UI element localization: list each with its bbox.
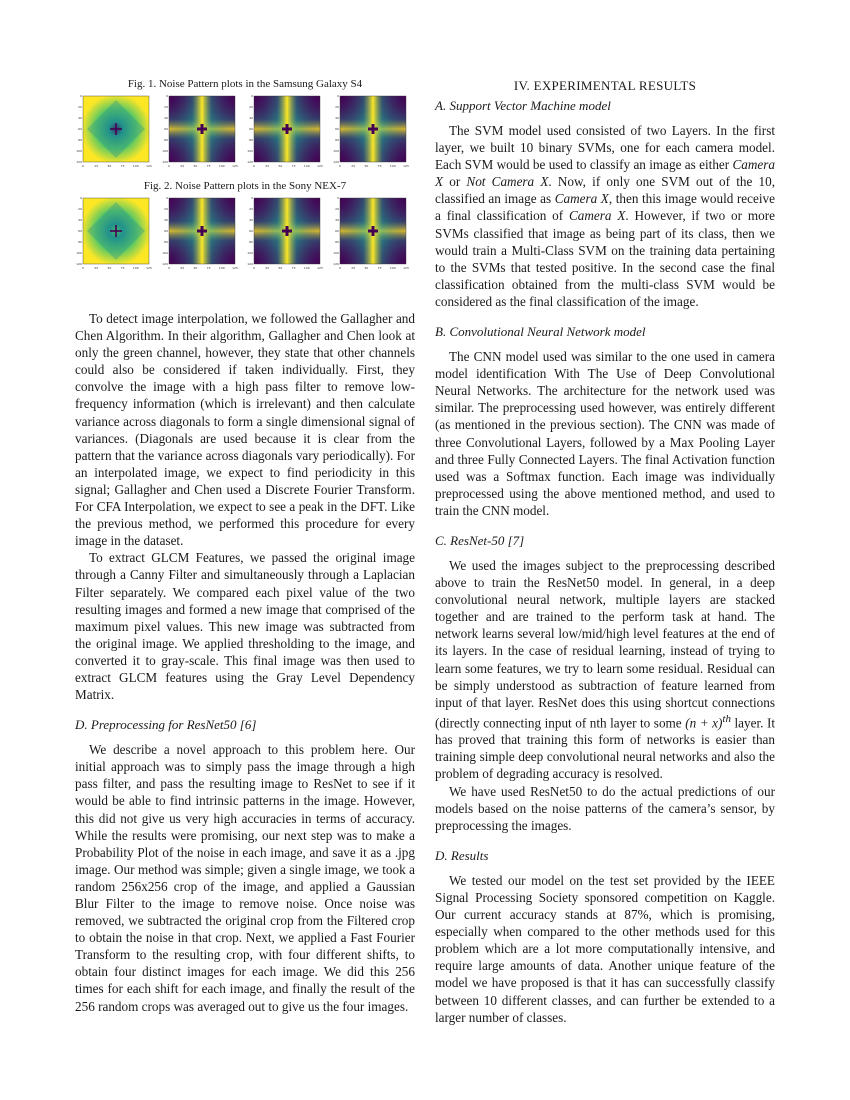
y-tick-label: 80 [78,138,82,143]
x-tick-label: 100 [304,266,310,270]
y-tick-label: 100 [333,251,339,256]
y-tick-label: 80 [249,240,254,245]
x-tick-label: 75 [206,164,211,168]
section-d-results-heading: D. Results [435,847,489,863]
figure-1-plots [75,94,415,174]
y-tick-label: 120 [161,160,168,165]
y-tick-label: 120 [76,160,82,165]
y-tick-label: 100 [76,251,82,256]
x-tick-label: 25 [351,164,356,168]
x-tick-label: 0 [339,164,341,168]
x-tick-label: 100 [218,164,225,168]
paragraph-resnet: We used the images subject to the preprocessing described above to train the ResNet50 model. In general, in a deep convolutional neural network, multiple layers are stacked together and are trained to the perform task at hand. The network learns several low/mid/high level features at the end of its layers. In the case of residual learning, instead of trying to learn some features, we try to learn some residual. Residual can be simply understood as subtraction of feature learned from input of that layer. ResNet does this using shortcut connections (directly connecting input of nth layer to some $(n + x)^{th}$ layer. It has proved that training this form of networks is easier than training simple deep convolutional neural networks and also the problem of degrading accuracy is resolved. [435,557,775,782]
x-tick-label: 75 [291,164,296,168]
fig1-noise-plot-2 [161,94,244,174]
x-tick-label: 25 [179,164,184,168]
y-tick-label: 40 [335,218,339,223]
y-tick-label: 0 [80,196,82,201]
section-d-heading: D. Preprocessing for ResNet50 [6] [75,717,257,733]
right-column [435,78,775,1026]
fig1-plot-1 [75,94,158,174]
y-tick-label: 80 [78,240,82,245]
y-tick-label: 40 [163,218,168,223]
x-tick-label: 75 [120,266,125,270]
x-tick-label: 25 [94,164,99,168]
x-tick-label: 75 [291,266,296,270]
y-tick-label: 120 [247,160,254,165]
y-tick-label: 80 [163,138,168,143]
y-tick-label: 120 [247,262,254,267]
fig2-noise-plot-2 [161,196,244,276]
y-tick-label: 80 [335,138,339,143]
x-tick-label: 25 [179,266,184,270]
y-tick-label: 20 [163,105,168,110]
x-tick-label: 50 [107,164,112,168]
x-tick-label: 75 [377,164,382,168]
x-tick-label: 100 [304,164,310,168]
x-tick-label: 100 [218,266,225,270]
left-body [75,310,415,1015]
x-tick-label: 100 [132,266,139,270]
figure-2-caption: Fig. 2. Noise Pattern plots in the Sony NEX-7 [143,180,347,192]
x-tick-label: 50 [364,266,369,270]
figure-2-plots [75,196,415,276]
y-tick-label: 0 [165,196,168,201]
fig1-noise-plot-4 [332,94,415,174]
figure-2 [75,180,415,276]
x-tick-label: 25 [265,164,270,168]
x-tick-label: 0 [82,266,84,270]
paragraph-results: We tested our model on the test set provided by the IEEE Signal Processing Society sponsored competition on Kaggle. Our current accuracy stands at 87%, which is promising, especially when compared to the other methods used for this problem which are a lot more computationally intensive, and require large amounts of data. Another unique feature of the model we have proposed is that it has can successfully classify between 10 different classes, and can further be extended to a larger number of classes. [435,872,775,1025]
y-tick-label: 0 [337,94,339,99]
x-tick-label: 0 [253,164,256,168]
x-tick-label: 100 [389,164,396,168]
x-tick-label: 0 [82,164,84,168]
fig2-plot-1 [75,196,158,276]
x-tick-label: 50 [278,164,283,168]
y-tick-label: 0 [251,94,254,99]
y-tick-label: 40 [249,116,254,121]
y-tick-label: 100 [247,251,254,256]
y-tick-label: 0 [80,94,82,99]
x-tick-label: 50 [193,266,197,270]
section-iv-heading: IV. EXPERIMENTAL RESULTS [513,78,697,93]
y-tick-label: 20 [163,207,168,212]
y-tick-label: 60 [335,229,339,234]
y-tick-label: 80 [335,240,339,245]
y-tick-label: 120 [333,262,339,267]
x-tick-label: 25 [265,266,270,270]
x-tick-label: 125 [231,266,238,270]
x-tick-label: 125 [146,266,152,270]
x-tick-label: 75 [377,266,382,270]
fig1-noise-plot-3 [246,94,329,174]
x-tick-label: 50 [193,164,197,168]
fig2-plot-2 [161,196,244,276]
y-tick-label: 120 [161,262,168,267]
x-tick-label: 0 [167,164,170,168]
y-tick-label: 100 [76,149,82,154]
y-tick-label: 100 [161,251,168,256]
paragraph-interpolation: To detect image interpolation, we followed the Gallagher and Chen Algorithm. In their algorithm, Gallagher and Chen look at only the green channel, however, they state that other channels could also be considered if taken individually. First, they convolve the image with a high pass filter to remove low-frequency information (which is irrelevant) and then calculate variance across diagonals to form a single dimensional signal of variances. (Diagonals are used because it is clear from the pattern that the variance across diagonals vary periodically). For an interpolated image, we expect to find periodicity in this signal; Gallagher and Chen used a Discrete Fourier Transform. For CFA Interpolation, we expect to see a peak in the DFT. Like the previous method, we performed this procedure for every image in the dataset. [75,311,415,549]
fig1-plot-4 [332,94,415,174]
x-tick-label: 125 [231,164,238,168]
y-tick-label: 40 [78,116,82,121]
y-tick-label: 80 [163,240,168,245]
x-tick-label: 0 [339,266,341,270]
x-tick-label: 50 [107,266,112,270]
y-tick-label: 20 [78,105,82,110]
y-tick-label: 80 [249,138,254,143]
paragraph-resnet-usage: We have used ResNet50 to do the actual predictions of our models based on the noise patterns of the camera’s sensor, by preprocessing the images. [435,783,775,833]
paragraph-cnn: The CNN model used was similar to the one used in camera model identification With The Use of Deep Convolutional Neural Networks. The architecture for the network used was similar. The preprocessing used however, was entirely different (as mentioned in the previous section). The CNN was made of three Convolutional Layers, followed by a Max Pooling Layer and three Fully Connected Layers. The final Activation function used was a Softmax function. Each image was individually preprocessed using the above mentioned method, and used to train the CNN model. [435,349,775,518]
figure-1-caption: Fig. 1. Noise Pattern plots in the Samsung Galaxy S4 [127,78,363,90]
y-tick-label: 40 [78,218,82,223]
fig2-plot-4 [332,196,415,276]
fig2-plot-3 [246,196,329,276]
fig1-noise-plot-1 [75,94,158,174]
y-tick-label: 60 [78,127,82,132]
y-tick-label: 120 [76,262,82,267]
y-tick-label: 20 [249,207,254,212]
paragraph-glcm: To extract GLCM Features, we passed the original image through a Canny Filter and simultaneously through a Laplacian Filter separately. We compared each pixel value of the two resulting images and formed a new image that comprised of the maximum pixel values. This new image was subtracted from the original image. We applied thresholding to the image, and converted it to gray-scale. This final image was then used to extract GLCM features using the Gray Level Dependency Matrix. [75,550,415,703]
y-tick-label: 60 [163,127,168,132]
fig1-plot-3 [246,94,329,174]
y-tick-label: 20 [335,207,339,212]
x-tick-label: 125 [317,266,324,270]
y-tick-label: 60 [335,127,339,132]
y-tick-label: 0 [337,196,339,201]
y-tick-label: 60 [163,229,168,234]
x-tick-label: 25 [94,266,99,270]
section-c-heading: C. ResNet-50 [7] [435,532,525,548]
fig2-noise-plot-4 [332,196,415,276]
figure-1 [75,78,415,174]
y-tick-label: 0 [165,94,168,99]
y-tick-label: 20 [78,207,82,212]
fig1-plot-2 [161,94,244,174]
fig2-noise-plot-3 [246,196,329,276]
x-tick-label: 25 [351,266,356,270]
x-tick-label: 50 [364,164,369,168]
y-tick-label: 100 [247,149,254,154]
y-tick-label: 40 [335,116,339,121]
y-tick-label: 20 [249,105,254,110]
section-a-heading: A. Support Vector Machine model [435,98,611,113]
x-tick-label: 75 [120,164,125,168]
section-b-heading: B. Convolutional Neural Network model [435,324,646,340]
x-tick-label: 100 [132,164,139,168]
y-tick-label: 60 [249,229,254,234]
y-tick-label: 100 [333,149,339,154]
x-tick-label: 0 [167,266,170,270]
y-tick-label: 40 [249,218,254,223]
math-n-plus-x: (n + x) [685,715,723,731]
y-tick-label: 20 [335,105,339,110]
y-tick-label: 60 [249,127,254,132]
x-tick-label: 125 [403,266,409,270]
x-tick-label: 125 [317,164,324,168]
x-tick-label: 50 [278,266,283,270]
y-tick-label: 0 [251,196,254,201]
y-tick-label: 100 [161,149,168,154]
fig2-noise-plot-1 [75,196,158,276]
x-tick-label: 125 [403,164,409,168]
left-column [75,78,415,1015]
y-tick-label: 120 [333,160,339,165]
y-tick-label: 60 [78,229,82,234]
y-tick-label: 40 [163,116,168,121]
x-tick-label: 125 [146,164,152,168]
paragraph-svm: The SVM model used consisted of two Layers. In the first layer, we built 10 binary SVMs, one for each camera model. Each SVM would be used to classify an image as either Camera X or Not Camera X. Now, if only one SVM out of the 10, classified an image as Camera X, then this image would receive a final classification of Camera X. However, if two or more SVMs classified that image as being part of its class, then we would train a Multi-Class SVM on the training data pertaining to the SVMs that tested positive. In the second case the final classification obtained from the multi-class SVM would be considered as the final classification of the image. [435,123,775,309]
x-tick-label: 0 [253,266,256,270]
paragraph-preprocessing: We describe a novel approach to this problem here. Our initial approach was to simply pass the image through a high pass filter, and pass the resulting image to ResNet to see if it would be able to find intrinsic patterns in the image. However, this did not give us very high accuracies in terms of accuracy. While the results were promising, our next step was to make a Probability Plot of the noise in each image, and save it as a .jpg image. Our method was simple; given a single image, we took a random 256x256 crop of the image, and applied a Gaussian Blur Filter to the image to remove noise. Once noise was removed, we subtracted the original crop from the Filtered crop to obtain the noise in that crop. Next, we applied a Fast Fourier Transform to the resulting crop, with four different shifts, to obtain four distinct images for each image. We did this 256 times for each shift for each image, and finally the result of the 256 random crops was averaged out to give us the four images. [75,742,415,1014]
x-tick-label: 75 [206,266,211,270]
x-tick-label: 100 [389,266,396,270]
